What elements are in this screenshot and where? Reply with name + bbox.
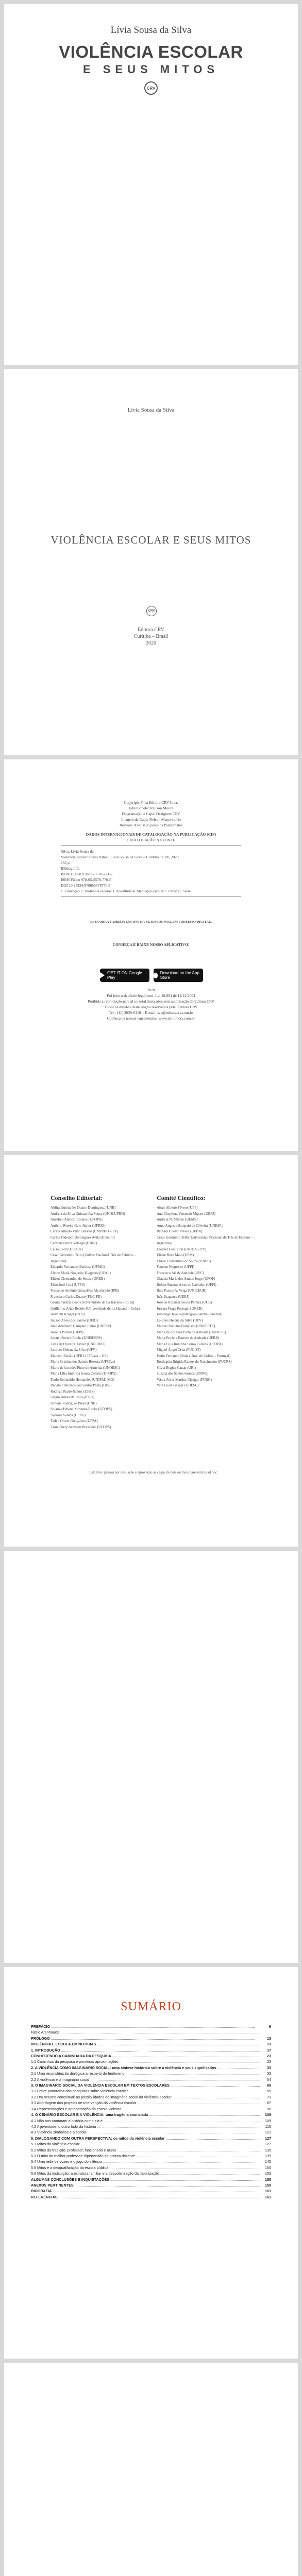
- council-member: Solange Helena Ximenes-Rocha (UFOPA): [51, 1407, 112, 1411]
- address-line: Proibida a reprodução parcial ou total desta obra sem autorização da Editora CRV: [88, 999, 214, 1004]
- toc-entry[interactable]: [31, 2147, 271, 2153]
- council-member: Tadeu Oliver Gonçalves (UFPA): [51, 1419, 98, 1423]
- council-member: Élsio José Corá (UFFS): [51, 1282, 85, 1287]
- council-member: Rodrigo Pratte-Santos (UFES): [51, 1389, 95, 1394]
- toc-entry-title: 5.2 Mitos da tradição: professor, funcionário e aluno .....: [31, 2147, 260, 2153]
- committee-member: Barbara Coelho Neves (UFBA): [157, 1229, 203, 1233]
- toc-entry[interactable]: [31, 2047, 271, 2053]
- committee-member: Marcos Vinicius Francisco (UNOESTE): [157, 1324, 215, 1328]
- toc-entry-page: 13: [267, 2036, 271, 2041]
- toc-entry-title: ALGUMAS CONCLUSÕES E INQUIETAÇÕES .....: [31, 2177, 260, 2182]
- council-page: [4, 1155, 298, 1547]
- toc-entry-page: 33: [267, 2065, 271, 2070]
- app-store-label: Download on the App Store: [160, 971, 199, 980]
- toc-entry[interactable]: [31, 2171, 271, 2176]
- peer-review-note: Este livro passou por avaliação e aprovação às cegas de dois ou mais pareceristas ad hoc.: [89, 1470, 218, 1475]
- title-heading: VIOLÊNCIA ESCOLAR E SEUS MITOS: [51, 534, 251, 546]
- toc-entry-page: 17: [267, 2047, 271, 2053]
- toc-entry[interactable]: [31, 2136, 271, 2141]
- publisher-info: [4, 626, 298, 647]
- toc-entry[interactable]: [31, 2024, 271, 2029]
- revision-line: Revisão: Analisado pelos os Pareceristas: [119, 823, 183, 827]
- toc-entry-title: 5.3 O mito do melhor professor: hipertensão da prática docente .....: [31, 2153, 260, 2159]
- toc-entry-title: 4. O CENÁRIO ESCOLAR E A VIOLÊNCIA: uma tragédia anunciada .....: [31, 2112, 260, 2117]
- committee-member: Helder Buenos Aires de Carvalho (UFPI): [157, 1282, 216, 1287]
- committee-member: Maria Lília Imbiriba Sousa Colares (UFOPA): [157, 1342, 223, 1346]
- editorial-council: [51, 1194, 150, 1430]
- toc-entry-page: 65: [267, 2083, 271, 2088]
- toc-entry-page: 73: [267, 2094, 271, 2099]
- council-member: Paulo Romualdo Hernandes (UNIFAL-MG): [51, 1377, 114, 1382]
- app-badges: [100, 969, 203, 982]
- council-member: Elizeu Clementino de Souza (UNEB): [51, 1277, 105, 1281]
- committee-member: Gláucia Maria dos Santos Jorge (UFOP): [157, 1277, 215, 1281]
- credits-header: [61, 800, 241, 828]
- address-line: Tel.: (41) 3039-6418 – E-mail: sac@editoracrv.com.br: [109, 1010, 193, 1015]
- title-page: [4, 369, 298, 755]
- editorial-council-list: [51, 1205, 150, 1430]
- toc-entry[interactable]: [31, 2141, 271, 2147]
- committee-member: Silvia Regina Canan (URI): [157, 1365, 196, 1370]
- toc-entry-page: 121: [265, 2130, 271, 2135]
- committee-member: Cesar Gerónimo Tello (Universidad Nacional de Três de Febrero – Argentina): [157, 1235, 253, 1245]
- toc-entry-title: 4.3 Violência simbólica e a escola .....: [31, 2129, 260, 2135]
- toc-entry-page: 87: [267, 2100, 271, 2106]
- toc-entry-title: REFERÊNCIAS .....: [31, 2194, 260, 2200]
- toc-entry-page: 159: [265, 2182, 271, 2188]
- app-notice: CONHEÇA E BAIXE NOSSO APLICATIVO!: [112, 942, 190, 947]
- address-line: Todos os direitos desta edição reservados pela: Editora CRV: [104, 1005, 198, 1009]
- council-member: Aldira Guimarães Duarte Domínguez (UNB): [51, 1206, 116, 1210]
- toc-entry-title: BIOGRAFIA .....: [31, 2188, 260, 2194]
- toc-entry-title: 1.1 Caminhos da pesquisa e primeiras aproximações .....: [31, 2059, 260, 2064]
- table-of-contents: [31, 2024, 271, 2200]
- council-member: Maria de Lourdes Pinto de Almeida (UNOESC): [51, 1365, 120, 1370]
- toc-entry-title: 5.5 Mitos e a desqualificação da escola pública .....: [31, 2165, 260, 2171]
- committee-member: Diosnel Centurion (UNIDA – PY): [157, 1247, 207, 1251]
- council-member: Carlos Federico Dominguez Avila (Unieuro): [51, 1235, 115, 1240]
- toc-entry[interactable]: [31, 2129, 271, 2135]
- committee-member: Andréia N. Militão (UEMS): [157, 1217, 198, 1222]
- toc-entry-page: 9: [269, 2024, 271, 2029]
- toc-entry-page: 109: [265, 2118, 271, 2123]
- catalog-line: Silva, Lívia Sousa da: [61, 849, 94, 854]
- toc-entry-page: 23: [267, 2054, 271, 2059]
- digital-notice-text: ESTA OBRA TAMBÉM ENCONTRA-SE DISPONÍVEL EM FORMATO DIGITAL.: [90, 920, 212, 924]
- divider: [61, 845, 241, 846]
- toc-entry[interactable]: [31, 2165, 271, 2171]
- committee-member: Lourdes Helena da Silva (UFV): [157, 1318, 203, 1323]
- toc-entry-title: CONHECENDO A CAMINHADA DA PESQUISA .....: [31, 2053, 260, 2059]
- toc-entry-title: 3.4 Representações e apresentação da escola violenta .....: [31, 2106, 260, 2112]
- toc-entry-title: 5.1 Mitos da violência escolar .....: [31, 2141, 260, 2147]
- committee-member: Anna Augusta Sampaio de Oliveira (UNESP): [157, 1223, 223, 1228]
- toc-entry[interactable]: [31, 2194, 271, 2200]
- committee-member: Eliane Rose Maio (UEM): [157, 1253, 194, 1257]
- toc-entry-title: 3. O IMAGINÁRIO SOCIAL DA VIOLÊNCIA ESCOLAR EM TEXTOS ESCOLARES .....: [31, 2082, 260, 2088]
- diagram-line: Diagramação e Capa: Designers CRV: [122, 811, 180, 816]
- crv-logo-icon: CRV: [146, 606, 157, 616]
- app-store-badge[interactable]: [154, 969, 203, 982]
- toc-entry[interactable]: [31, 2118, 271, 2124]
- committee-member: Maria Eurácia Barreto de Andrade (UFRB): [157, 1336, 220, 1340]
- council-member: Sydione Santos (UEPG): [51, 1413, 86, 1417]
- toc-entry-page: 155: [265, 2177, 271, 2182]
- catalog-line: Violência escolar e seus mitos / Lívia Sousa da Silva – Curitiba : CRV, 2020.: [61, 855, 180, 859]
- toc-entry-title: ANEXOS PERTINENTES .....: [31, 2182, 260, 2188]
- summary-title: SUMÁRIO: [121, 2000, 181, 2013]
- toc-entry-page: 127: [265, 2136, 271, 2141]
- catalog-line: ISBN Físico 978-65-5578-770-5: [61, 877, 111, 882]
- toc-entry-page: 145: [265, 2159, 271, 2164]
- council-member: Andréia da Silva Quintanilha Sousa (UNIR/UFRN): [51, 1211, 125, 1216]
- title-author: Lívia Sousa da Silva: [127, 407, 175, 413]
- publisher-address: [61, 987, 241, 1021]
- apple-icon: [154, 973, 158, 978]
- toc-entry-title: 5.4 Uma rede de vozes e o jogo do silêncio .....: [31, 2159, 260, 2164]
- council-member: Guillermo Arias Beatón (Universidade de La Havana – Cuba): [51, 1306, 140, 1311]
- toc-entry-page: 139: [265, 2153, 271, 2158]
- address-year: 2020: [147, 988, 155, 992]
- council-member: Francisco Carlos Duarte (PUC-PR): [51, 1294, 102, 1299]
- council-member: Elione Maria Nogueira Diogenes (UFAL): [51, 1270, 111, 1275]
- catalog-line: ISBN Digital 978-65-5578-771-2: [61, 872, 113, 876]
- toc-entry[interactable]: [31, 2188, 271, 2194]
- council-member: Antônio Pereira Gaio Júnior (UFRRJ): [51, 1223, 106, 1228]
- toc-entry-title: 2.1 Uma reconstituição dialógica a respeito do fenômeno .....: [31, 2071, 260, 2076]
- toc-entry-title: 3.3 Abordagem dos projetos de intervenção da violência escolar .....: [31, 2100, 260, 2106]
- divider: [61, 896, 241, 897]
- publisher-year: 2020: [146, 640, 156, 646]
- toc-entry-title: 3.2 Um resumo conceitual: as possibilidades do imaginário social da violência escolar .....: [31, 2094, 260, 2100]
- toc-entry[interactable]: [31, 2094, 271, 2100]
- toc-entry[interactable]: [31, 2059, 271, 2064]
- toc-entry-page: 127: [265, 2142, 271, 2147]
- catalog-line: 1. Educação 2. Violência escolar 3. Juventude 4. Mediação escolar I. Título II. Série.: [61, 889, 192, 893]
- toc-entry-page: 13: [267, 2042, 271, 2047]
- toc-entry-page: 54: [267, 2077, 271, 2082]
- committee-member: Fauston Negreiros (UFPI): [157, 1265, 195, 1269]
- committee-member: Elizeu Clementino de Souza (UNEB): [157, 1259, 211, 1263]
- publisher-city: Curitiba – Brasil: [133, 634, 169, 639]
- toc-entry[interactable]: [31, 2029, 271, 2035]
- toc-entry-title: VIOLÊNCIA E ESCOLA EM NOTÍCIAS .....: [31, 2041, 260, 2047]
- committee-member: Paulo Fernando Diniz (Univ. de Lisboa – Portugal): [157, 1353, 231, 1358]
- credits-page: [4, 759, 298, 1151]
- committee-member: Vânia Alves Martins Chaigar (FURG): [157, 1377, 212, 1382]
- scientific-committee-list: [157, 1205, 257, 1389]
- toc-entry-title: 5.6 Mitos da instituição: a estrutura familiar e a despolarização da mobilização .....: [31, 2171, 260, 2176]
- scientific-committee-title: Comitê Científico:: [157, 1194, 206, 1201]
- scientific-committee: [157, 1194, 257, 1430]
- catalog-title: DADOS INTERNACIONAIS DE CATALOGAÇÃO NA PUBLICAÇÃO (CIP): [86, 832, 216, 837]
- cover-title: VIOLÊNCIA ESCOLAR: [59, 42, 243, 61]
- toc-entry-title: 5. DIALOGANDO COM OUTRA PERSPECTIVA: os mitos da violência escolar .....: [31, 2136, 260, 2141]
- catalog-card: [61, 832, 241, 900]
- toc-entry-title: PRÓLOGO .....: [31, 2036, 260, 2041]
- toc-entry-page: [260, 2029, 271, 2035]
- toc-entry[interactable]: [31, 2124, 271, 2129]
- digital-notice: [61, 919, 241, 925]
- committee-member: Ilma Passos A. Veiga (UNICEUB): [157, 1289, 207, 1293]
- toc-entry-title: Fábio Arenhaucci .....: [31, 2029, 260, 2035]
- toc-entry[interactable]: [31, 2182, 271, 2188]
- toc-entry[interactable]: [31, 2071, 271, 2076]
- address-line: Foi feito o depósito legal conf. Lei 10.994 de 14/12/2004: [107, 993, 195, 998]
- toc-entry[interactable]: [31, 2088, 271, 2094]
- council-member: Maria Lília Imbiriba Sousa Colares (UFOPA): [51, 1371, 116, 1376]
- toc-entry-page: 135: [265, 2147, 271, 2153]
- committee-member: Suzana dos Santos Gomes (UFMG): [157, 1371, 209, 1376]
- cover-subtitle: E SEUS MITOS: [82, 63, 220, 76]
- toc-entry-page: 33: [267, 2071, 271, 2076]
- toc-entry-title: 4.1 Não nos contaram a história como ela é .....: [31, 2118, 260, 2124]
- toc-entry-page: 161: [265, 2194, 271, 2199]
- catalog-line: 162 p.: [61, 860, 71, 865]
- toc-entry-page: 65: [267, 2089, 271, 2094]
- council-member: Gloria Fariñas León (Universidade de La Havana – Cuba): [51, 1300, 135, 1304]
- committee-member: Rosângela Brigida Ramos do Nascimento (PUCRS): [157, 1360, 232, 1364]
- council-member: Sérgio Nunes de Jesus (IFRO): [51, 1395, 95, 1399]
- council-member: João Adalberto Campato Junior (UNESP): [51, 1324, 111, 1328]
- toc-entry-page: 153: [265, 2171, 271, 2176]
- council-member: Maria Cristina dos Santos Bezerra (UFSCar): [51, 1360, 115, 1364]
- google-play-label: GET IT ON Google Play: [107, 971, 142, 980]
- toc-entry[interactable]: [31, 2100, 271, 2106]
- toc-entry-page: 98: [267, 2106, 271, 2111]
- toc-entry[interactable]: [31, 2077, 271, 2082]
- toc-entry-page: 115: [265, 2124, 271, 2129]
- toc-entry-page: 23: [267, 2059, 271, 2064]
- toc-entry-title: 3.1 Breve panorama das pesquisas sobre violência escolar .....: [31, 2088, 260, 2094]
- committee-member: Francisco Ari de Andrade (UFC): [157, 1270, 204, 1275]
- toc-entry-title: 4.2 A juventude: o outro lado da história .....: [31, 2124, 260, 2129]
- committee-member: Ana Chrystina Venancio Mignot (UERJ): [157, 1211, 215, 1216]
- council-member: Simone Rodrigues Pinto (UNB): [51, 1401, 97, 1405]
- toc-entry[interactable]: [31, 2153, 271, 2159]
- cover-author: Lívia Sousa da Silva: [110, 25, 192, 36]
- toc-entry-page: 150: [265, 2165, 271, 2170]
- toc-entry-page: 161: [265, 2189, 271, 2194]
- toc-entry-title: 2.2 A violência e o imaginário social .....: [31, 2077, 260, 2082]
- address-line: Conheça os nossos lançamentos: www.editoracrv.com.br: [107, 1016, 195, 1021]
- blank-page: [4, 1551, 298, 1963]
- toc-entry[interactable]: [31, 2065, 271, 2071]
- google-play-badge[interactable]: [100, 969, 149, 982]
- copyright-line: Copyright © da Editora CRV Ltda.: [124, 800, 178, 805]
- toc-entry-title: PREFÁCIO .....: [31, 2024, 260, 2029]
- committee-member: Altair Alberto Fávero (UPF): [157, 1206, 198, 1210]
- catalog-line: DOI 10.24824/978655578770.5: [61, 883, 111, 888]
- committee-member: Jussara Fraga Portugal (UNEB): [157, 1306, 203, 1311]
- editor-line: Editor-chefe: Railson Moura: [128, 806, 174, 810]
- toc-entry-title: 1. INTRODUÇÃO .....: [31, 2047, 260, 2053]
- toc-entry[interactable]: [31, 2036, 271, 2041]
- toc-entry[interactable]: [31, 2159, 271, 2164]
- blank-page: [4, 2363, 298, 2576]
- toc-entry[interactable]: [31, 2082, 271, 2088]
- catalog-lines: [61, 849, 241, 894]
- toc-entry[interactable]: [31, 2177, 271, 2182]
- council-member: Josania Portela (UFPI): [51, 1330, 83, 1334]
- council-member: Celso Conti (UFSCar): [51, 1247, 83, 1251]
- toc-entry-page: 109: [265, 2112, 271, 2117]
- catalog-line: Bibliografia: [61, 866, 80, 871]
- committee-member: Kilwangy Kya Kapitango-a-Samba (Unemat): [157, 1312, 223, 1316]
- toc-entry[interactable]: [31, 2053, 271, 2059]
- council-member: Lourdes Helena da Silva (UFV): [51, 1348, 97, 1352]
- committee-member: Inês Bragança (UERJ): [157, 1294, 189, 1299]
- council-member: Cesar Gerónimo Tello (Univer. Nacional Três de Febrero – Argentina): [51, 1253, 136, 1263]
- toc-entry-title: 2. A VIOLÊNCIA COMO IMAGINÁRIO SOCIAL: uma síntese histórica sobre a violência e seus significados .....: [31, 2065, 260, 2071]
- committee-member: Míguel Ángel Ortiz (PUC-SP): [157, 1348, 201, 1352]
- committee-member: Vera Lucia Gaspar (UDESC): [157, 1383, 199, 1387]
- council-member: Eduardo Fernandes Barbosa (UFMG): [51, 1265, 105, 1269]
- catalog-subtitle: CATALOGAÇÃO NA FONTE: [127, 838, 175, 842]
- cover-image-line: Imagem da Capa: Nelson Mansvatorio: [121, 817, 181, 822]
- council-member: Carlos Alberto Vilar Estêvão (UMINHO – PT): [51, 1229, 118, 1233]
- council-columns: [51, 1194, 257, 1430]
- committee-member: Maria de Lourdes Pinto de Almeida (UNOESC): [157, 1330, 226, 1334]
- council-member: Carmen Tereza Velanga (UNIR): [51, 1241, 97, 1245]
- play-icon: [100, 972, 105, 978]
- publisher-name: Editora CRV: [138, 627, 164, 633]
- council-member: Lídia de Oliveira Xavier (UNIEURO): [51, 1342, 106, 1346]
- council-member: Renato Francisco dos Santos Paula (UFG): [51, 1383, 112, 1387]
- toc-entry[interactable]: [31, 2041, 271, 2047]
- crv-logo-icon: CRV: [144, 81, 158, 95]
- council-member: Anselmo Alencar Colares (UFOPA): [51, 1217, 103, 1222]
- summary-page: [4, 1967, 298, 2359]
- cover-page: [4, 4, 298, 365]
- toc-entry[interactable]: [31, 2106, 271, 2112]
- council-member: Helmuth Krüger (UCP): [51, 1312, 85, 1316]
- council-member: Jailson Alves dos Santos (UFRJ): [51, 1318, 98, 1323]
- editorial-council-title: Conselho Editorial:: [51, 1194, 103, 1201]
- toc-entry[interactable]: [31, 2112, 271, 2117]
- council-member: Leonel Severo Rocha (UNISINOS): [51, 1336, 102, 1340]
- council-member: Fernando Antônio Gonçalves Alcoforado (IPB): [51, 1289, 119, 1293]
- council-member: Tania Suely Azevedo Brasileiro (UFOPA): [51, 1425, 111, 1429]
- council-member: Marcelo Paixão (UFRJ e UTexas – US): [51, 1353, 108, 1358]
- committee-member: José de Ribamar Sousa Pereira (UCB): [157, 1300, 212, 1304]
